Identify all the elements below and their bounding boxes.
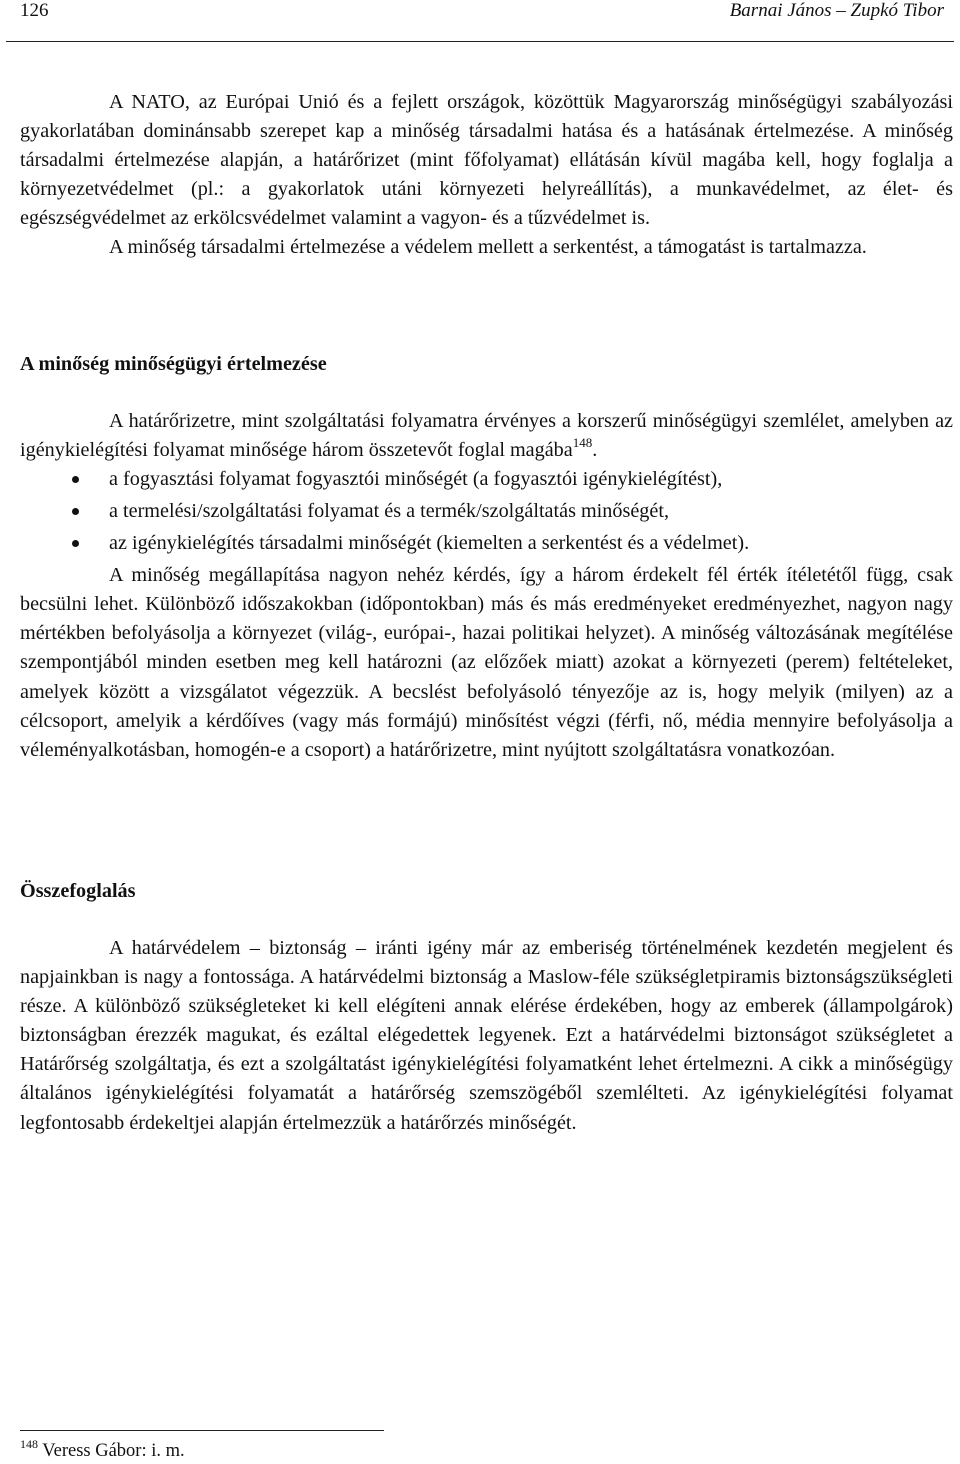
footnote-reference: 148	[572, 435, 593, 451]
quality-block	[20, 407, 953, 765]
list-item-text: az igénykielégítés társadalmi minőségét (kiemelten a serkentést és a védelmet).	[109, 532, 750, 555]
section-heading-summary: Összefoglalás	[20, 880, 136, 902]
section-heading-quality: A minőség minőségügyi értelmezése	[20, 353, 327, 375]
quality-paragraph-1	[20, 407, 953, 465]
list-item-text: a termelési/szolgáltatási folyamat és a termék/szolgáltatás minőségét,	[109, 500, 670, 523]
footnote	[20, 1437, 185, 1462]
list-item	[20, 529, 953, 561]
bullet-icon	[72, 476, 79, 483]
summary-paragraph: A határvédelem – biztonság – iránti igény már az emberiség történelmének kezdetén megjelent és napjainkban is nagy a fontossága. A határvédelmi biztonság a Maslow-féle szükségletpiramis biztonságszükségleti része. A különböző szükségleteket ki kell elégíteni annak elérése érdekében, hogy az emberek (állampolgárok) biztonságban érezzék magukat, és ezáltal elégedettek legyenek. Ezt a határvédelmi biztonságot szükségletet a Határőrség szolgáltatja, és ezt a szolgáltatást igénykielégítési folyamatként lehet értelmezni. A cikk a minőségügy általános igénykielégítési folyamatát a határőrség szemszögéből szemlélteti. Az igénykielégítési folyamat legfontosabb érdekeltjei alapján értelmezzük a határőrzés minőségét.	[20, 937, 953, 1134]
quality-components-list	[20, 465, 953, 561]
header-divider	[6, 41, 954, 42]
running-header	[20, 0, 944, 28]
intro-paragraph: A NATO, az Európai Unió és a fejlett országok, közöttük Magyarország minőségügyi szabályozási gyakorlatában dominánsabb szerepet kap a minőség társadalmi hatása és a hatásának értelmezése. A minőség társadalmi értelmezése alapján, a határőrizet (mint főfolyamat) ellátásán kívül magába kell, hogy foglalja a környezetvédelmet (pl.: a gyakorlatok utáni környezeti helyreállítás), a munkavédelmet, az élet- és egészségvédelmet az erkölcsvédelmet valamint a vagyon- és a tűzvédelmet is.	[20, 91, 953, 230]
bullet-icon	[72, 540, 79, 547]
list-item	[20, 465, 953, 497]
footnote-text: Veress Gábor: i. m.	[42, 1441, 185, 1461]
quality-paragraph-1-end: .	[592, 439, 598, 462]
page-number: 126	[20, 0, 49, 21]
summary-block	[20, 934, 953, 1138]
quality-paragraph-2: A minőség megállapítása nagyon nehéz kérdés, így a három érdekelt fél érték ítéletétől függ, csak becsülni lehet. Különböző időszakokban (időpontokban) más és más eredményeket eredményezhet, nagyon nagy mértékben befolyásolja a környezet (világ-, európai-, hazai politikai helyzet). A minőség változásának megítélése szempontjából minden esetben meg kell határozni (az előzőek miatt) azokat a környezeti (perem) feltételeket, amelyek között a vizsgálatot végezzük. A becslést befolyásoló tényezője az is, hogy melyik (milyen) az a célcsoport, amelyik a kérdőíves (vagy más formájú) minősítést végzi (férfi, nő, média mennyire befolyásolja a véleményalkotásban, homogén-e a csoport) a határőrizetre, mint nyújtott szolgáltatásra vonatkozóan.	[20, 564, 953, 761]
list-item	[20, 497, 953, 529]
footnote-divider	[20, 1430, 384, 1431]
quality-paragraph-1-text: A határőrizetre, mint szolgáltatási folyamatra érvényes a korszerű minőségügyi szemlélet, amelyben az igénykielégítési folyamat minősége három összetevőt foglal magába	[20, 410, 953, 462]
footnote-number: 148	[20, 1437, 38, 1451]
header-authors: Barnai János – Zupkó Tibor	[729, 0, 944, 21]
intro-block	[20, 88, 953, 263]
list-item-text: a fogyasztási folyamat fogyasztói minőségét (a fogyasztói igénykielégítést),	[109, 468, 723, 491]
bullet-icon	[72, 508, 79, 515]
intro-paragraph-2: A minőség társadalmi értelmezése a védelem mellett a serkentést, a támogatást is tartalmazza.	[109, 236, 867, 259]
